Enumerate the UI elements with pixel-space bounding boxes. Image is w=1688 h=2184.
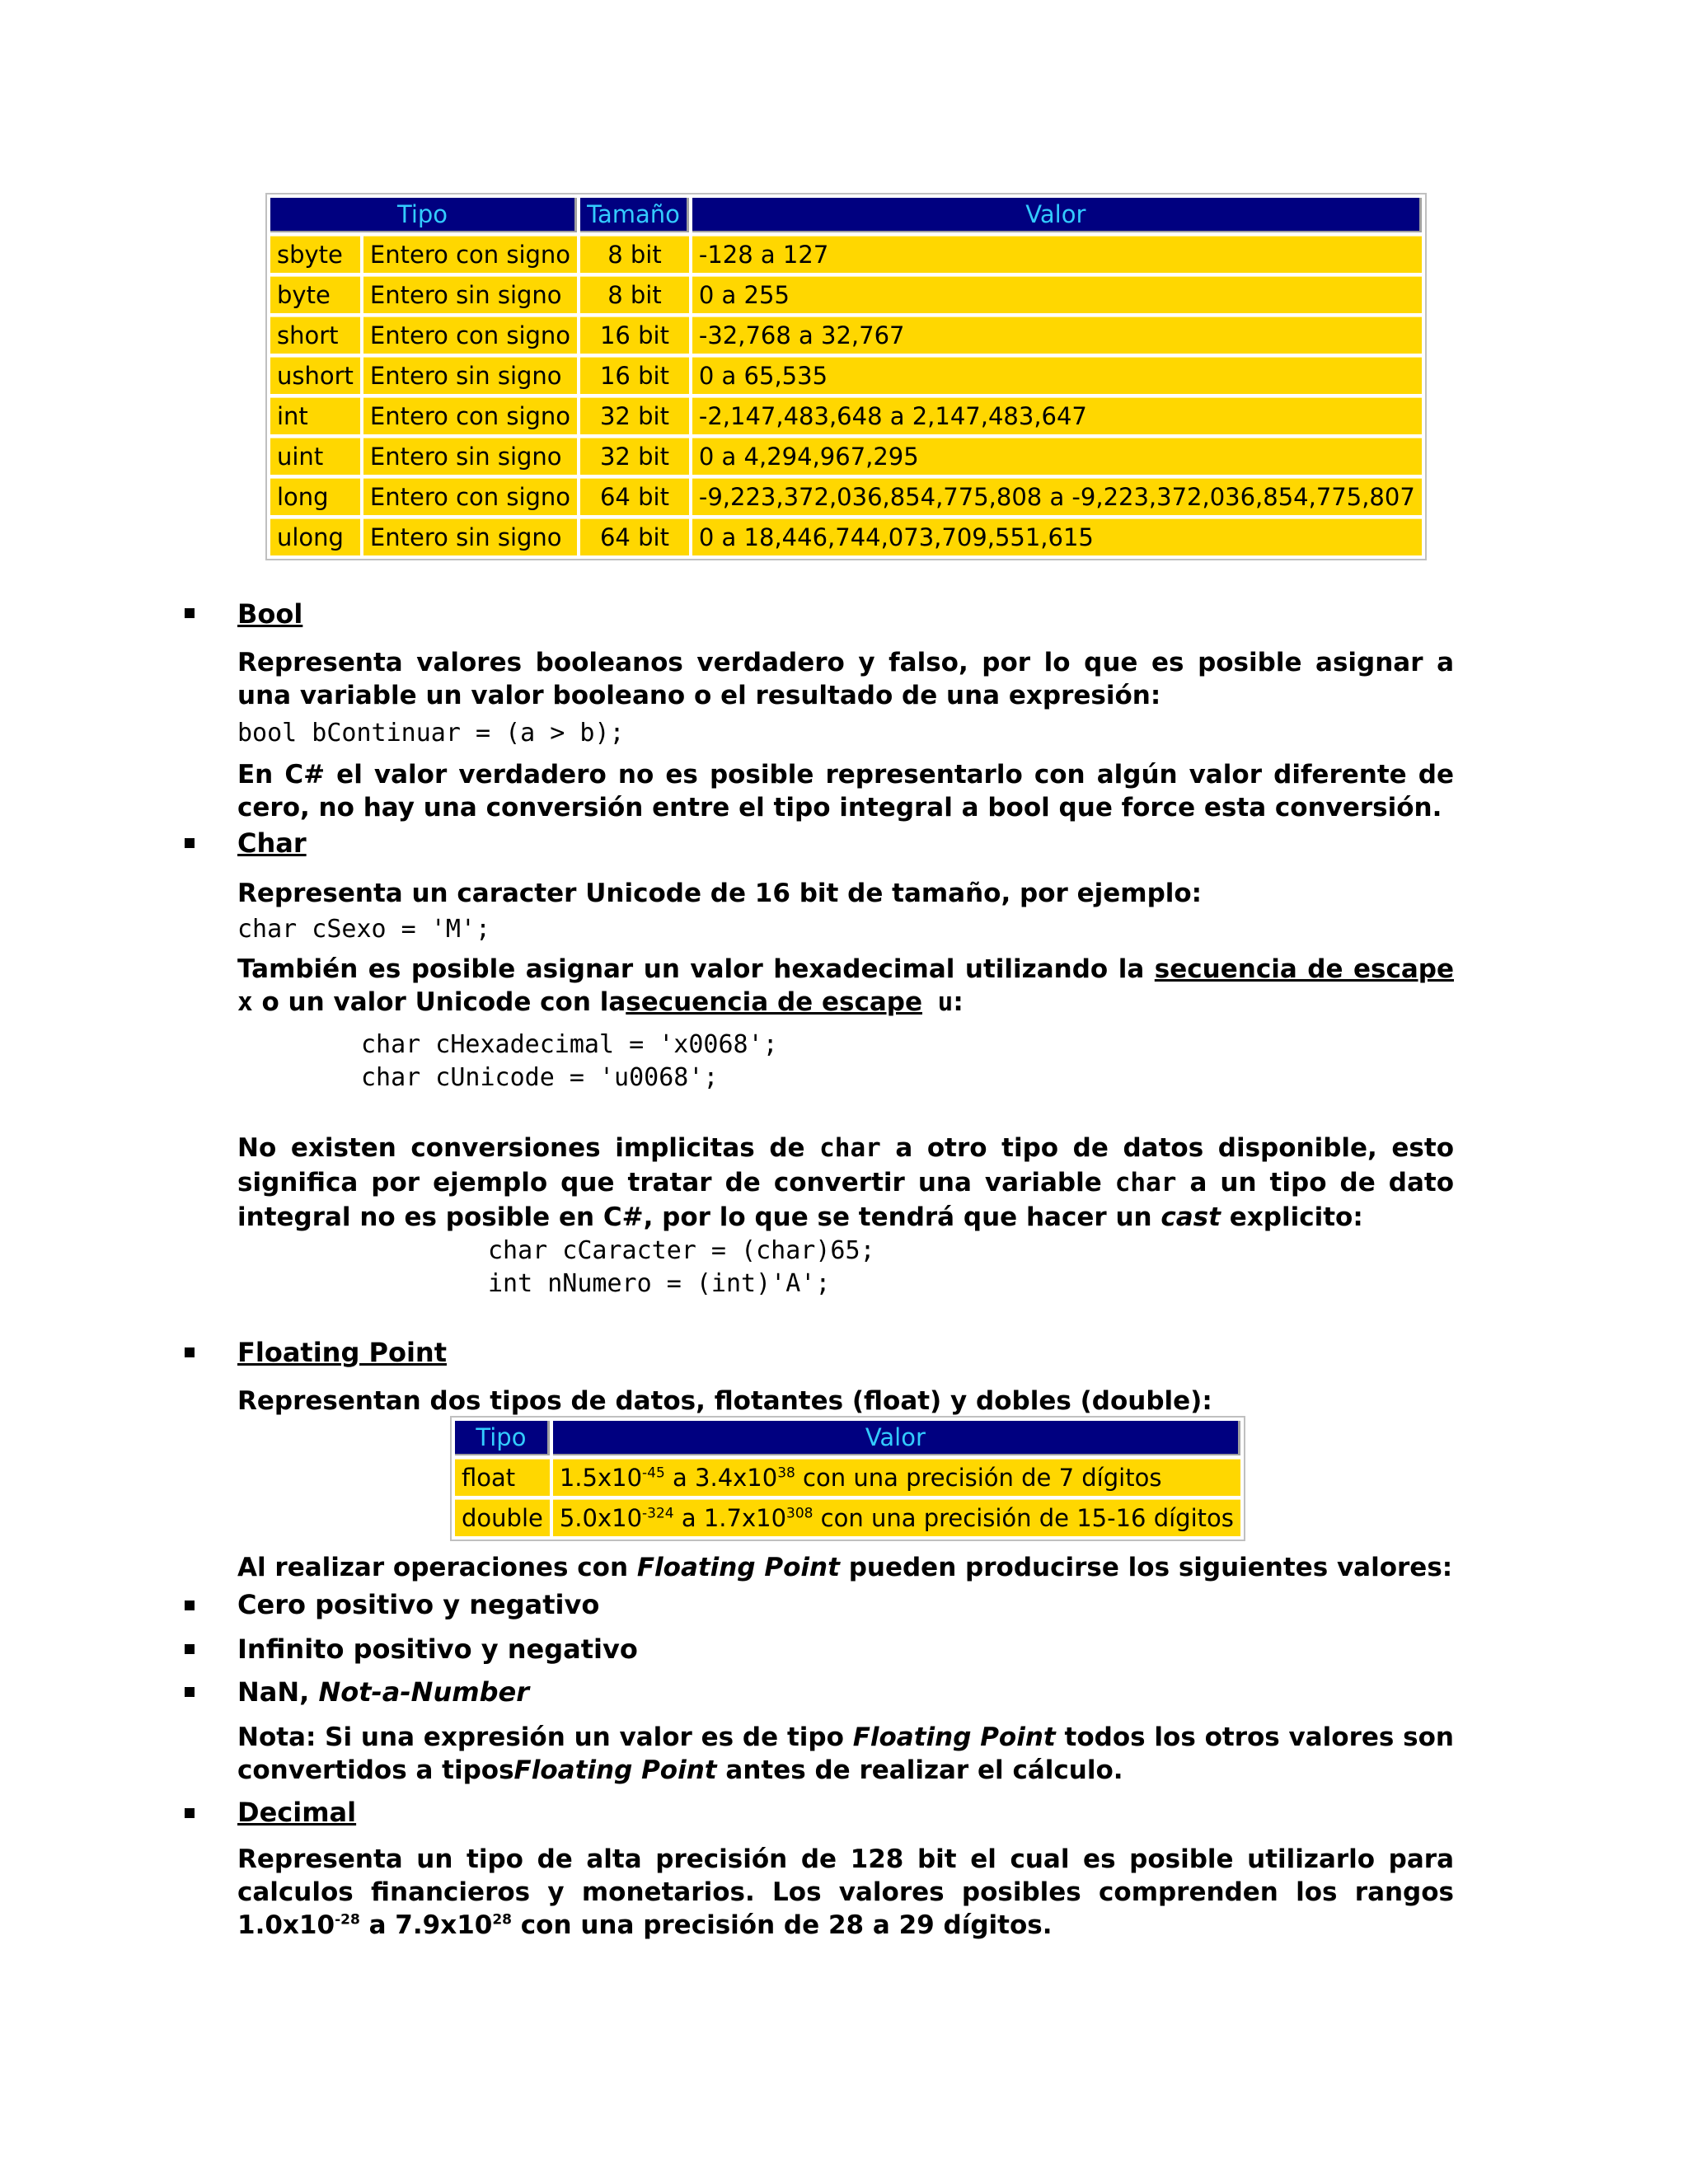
code-span: char	[1114, 1168, 1177, 1197]
heading-floating-point: Floating Point	[237, 1337, 447, 1368]
table-header-row	[455, 1421, 1240, 1455]
cell-type-name: int	[270, 397, 360, 434]
cell-description: Entero sin signo	[363, 438, 577, 475]
exponent: -28	[335, 1911, 360, 1929]
bool-paragraph-1: Representa valores booleanos verdadero y falso, por lo que es posible asignar a una variable un valor booleano o el resultado de una expresión:	[237, 648, 1454, 710]
cell-range	[553, 1459, 1240, 1496]
exponent: 38	[777, 1465, 795, 1482]
text-span: Floating Point	[636, 1553, 840, 1582]
exponent: 308	[786, 1505, 814, 1522]
table-row	[270, 357, 1422, 394]
code-span: u	[921, 987, 954, 1017]
cell-type-name: double	[455, 1499, 550, 1536]
exponent: 28	[492, 1911, 513, 1929]
cell-size: 8 bit	[580, 236, 689, 273]
char-code-1: char cSexo = 'M';	[237, 915, 491, 944]
table-row	[270, 276, 1422, 313]
floating-table-body	[455, 1459, 1240, 1536]
exponent: -324	[642, 1505, 674, 1522]
text-span: todos los otros valores son convertidos a tipos	[237, 1722, 1454, 1785]
cell-range: -2,147,483,648 a 2,147,483,647	[692, 397, 1422, 434]
table-row	[455, 1459, 1240, 1496]
integer-types-table	[265, 193, 1427, 560]
integer-table-body	[270, 236, 1422, 555]
cell-size: 16 bit	[580, 316, 689, 354]
bullet-item-nan	[237, 1676, 529, 1708]
cell-size: 16 bit	[580, 357, 689, 394]
col-header-valor: Valor	[692, 198, 1422, 232]
text-span: NaN,	[237, 1676, 319, 1708]
char-code-3: char cUnicode = 'u0068';	[361, 1063, 719, 1092]
text-span: cast	[1160, 1202, 1221, 1232]
exponent: -45	[642, 1465, 665, 1482]
char-code-4: char cCaracter = (char)65;	[488, 1236, 875, 1265]
bullet-icon	[185, 1347, 195, 1357]
cell-range: -9,223,372,036,854,775,808 a -9,223,372,036,854,775,807	[692, 478, 1422, 515]
text-span: No existen conversiones implicitas de	[237, 1133, 820, 1163]
decimal-paragraph	[237, 1843, 1454, 1942]
bullet-icon	[185, 1644, 195, 1654]
char-paragraph-3	[237, 1131, 1454, 1235]
cell-range: 0 a 255	[692, 276, 1422, 313]
floating-paragraph-1: Representan dos tipos de datos, flotantes (float) y dobles (double):	[237, 1386, 1212, 1416]
floating-types-table	[450, 1416, 1245, 1541]
bullet-icon	[185, 608, 195, 618]
cell-range	[553, 1499, 1240, 1536]
text-span: Representa un tipo de alta precisión de 128 bit el cual es posible utilizarlo para calculos financieros y monetarios. Los valores posibles comprenden los rangos 1.0x10	[237, 1844, 1454, 1940]
bullet-icon	[185, 838, 195, 848]
bullet-item-cero: Cero positivo y negativo	[237, 1589, 600, 1620]
text-span: o un valor Unicode con la	[252, 987, 626, 1017]
escape-sequence-link[interactable]: secuencia de escape	[1154, 954, 1454, 984]
cell-size: 64 bit	[580, 478, 689, 515]
col-header-tipo: Tipo	[270, 198, 577, 232]
table-row	[270, 518, 1422, 555]
cell-range: -32,768 a 32,767	[692, 316, 1422, 354]
text-span: a 1.7x10	[673, 1504, 787, 1532]
table-row	[270, 397, 1422, 434]
bullet-icon	[185, 1601, 195, 1610]
col-header-valor: Valor	[553, 1421, 1240, 1455]
bool-paragraph-2: En C# el valor verdadero no es posible representarlo con algún valor diferente de cero, no hay una conversión entre el tipo integral a bool que force esta conversión.	[237, 760, 1454, 823]
char-paragraph-2	[237, 953, 1454, 1019]
cell-range: 0 a 4,294,967,295	[692, 438, 1422, 475]
char-paragraph-1: Representa un caracter Unicode de 16 bit de tamaño, por ejemplo:	[237, 879, 1203, 908]
bullet-item-infinito: Infinito positivo y negativo	[237, 1633, 638, 1665]
cell-type-name: uint	[270, 438, 360, 475]
bullet-icon	[185, 1687, 195, 1697]
table-row	[270, 316, 1422, 354]
cell-description: Entero sin signo	[363, 276, 577, 313]
cell-description: Entero con signo	[363, 397, 577, 434]
text-span: a 3.4x10	[664, 1464, 778, 1492]
heading-char: Char	[237, 827, 307, 859]
text-span: con una precisión de 15-16 dígitos	[813, 1504, 1234, 1532]
text-span: explicito:	[1220, 1202, 1363, 1232]
bool-code: bool bContinuar = (a > b);	[237, 719, 625, 748]
bullet-icon	[185, 1808, 195, 1818]
text-span: Floating Point	[852, 1722, 1056, 1752]
cell-type-name: short	[270, 316, 360, 354]
code-span: x	[237, 987, 253, 1017]
cell-size: 64 bit	[580, 518, 689, 555]
text-span: antes de realizar el cálculo.	[716, 1755, 1123, 1785]
cell-description: Entero con signo	[363, 478, 577, 515]
text-span: con una precisión de 28 a 29 dígitos.	[512, 1910, 1053, 1940]
floating-paragraph-2	[237, 1551, 1454, 1584]
text-span: :	[953, 987, 964, 1017]
text-span: a un tipo de dato integral no es posible en C#, por lo que se tendrá que hacer un	[237, 1168, 1454, 1232]
cell-description: Entero sin signo	[363, 518, 577, 555]
cell-type-name: float	[455, 1459, 550, 1496]
escape-sequence-link-2[interactable]: secuencia de escape	[626, 987, 922, 1017]
heading-bool: Bool	[237, 598, 303, 630]
text-span: Not-a-Number	[318, 1676, 529, 1708]
col-header-tamano: Tamaño	[580, 198, 689, 232]
text-span: 5.0x10	[559, 1504, 643, 1532]
cell-size: 8 bit	[580, 276, 689, 313]
code-span: char	[819, 1133, 881, 1163]
char-code-2: char cHexadecimal = 'x0068';	[361, 1030, 778, 1059]
table-row	[270, 438, 1422, 475]
col-header-tipo: Tipo	[455, 1421, 550, 1455]
cell-description: Entero con signo	[363, 316, 577, 354]
heading-decimal: Decimal	[237, 1797, 357, 1828]
floating-note	[237, 1721, 1454, 1787]
cell-type-name: ulong	[270, 518, 360, 555]
table-header-row	[270, 198, 1422, 232]
table-row	[270, 236, 1422, 273]
cell-description: Entero con signo	[363, 236, 577, 273]
text-span: 1.5x10	[559, 1464, 643, 1492]
table-row	[270, 478, 1422, 515]
cell-description: Entero sin signo	[363, 357, 577, 394]
text-span: Nota: Si una expresión un valor es de tipo	[237, 1722, 853, 1752]
text-span: con una precisión de 7 dígitos	[795, 1464, 1162, 1492]
text-span: a otro tipo de datos disponible, esto significa por ejemplo que tratar de convertir una variable	[237, 1133, 1454, 1197]
text-span: a 7.9x10	[359, 1910, 493, 1940]
cell-range: 0 a 18,446,744,073,709,551,615	[692, 518, 1422, 555]
text-span: También es posible asignar un valor hexadecimal utilizando la	[237, 954, 1155, 984]
cell-type-name: byte	[270, 276, 360, 313]
text-span: pueden producirse los siguientes valores:	[839, 1553, 1453, 1582]
text-span: Al realizar operaciones con	[237, 1553, 637, 1582]
char-code-5: int nNumero = (int)'A';	[488, 1269, 831, 1298]
table-row	[455, 1499, 1240, 1536]
cell-type-name: ushort	[270, 357, 360, 394]
cell-range: 0 a 65,535	[692, 357, 1422, 394]
cell-size: 32 bit	[580, 438, 689, 475]
cell-type-name: long	[270, 478, 360, 515]
text-span: Floating Point	[513, 1755, 717, 1785]
cell-size: 32 bit	[580, 397, 689, 434]
cell-type-name: sbyte	[270, 236, 360, 273]
cell-range: -128 a 127	[692, 236, 1422, 273]
